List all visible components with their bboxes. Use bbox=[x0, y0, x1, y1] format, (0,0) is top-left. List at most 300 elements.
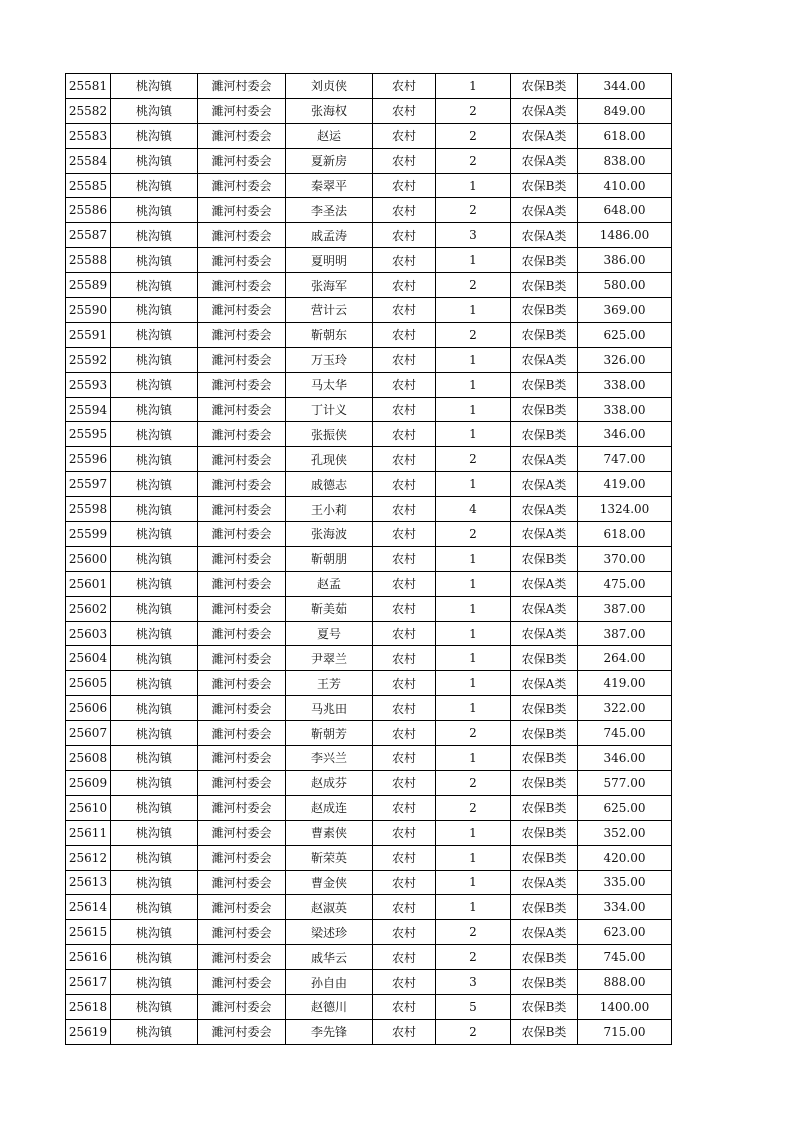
name-cell: 靳朝芳 bbox=[286, 721, 373, 746]
insurance-class-cell: 农保A类 bbox=[511, 920, 578, 945]
village-cell: 濉河村委会 bbox=[198, 223, 286, 248]
insurance-class-cell: 农保B类 bbox=[511, 74, 578, 99]
row-id-cell: 25598 bbox=[66, 497, 111, 522]
household-size-cell: 2 bbox=[436, 98, 511, 123]
household-size-cell: 1 bbox=[436, 472, 511, 497]
area-type-cell: 农村 bbox=[373, 522, 436, 547]
name-cell: 万玉玲 bbox=[286, 347, 373, 372]
village-cell: 濉河村委会 bbox=[198, 198, 286, 223]
village-cell: 濉河村委会 bbox=[198, 770, 286, 795]
amount-cell: 322.00 bbox=[578, 696, 672, 721]
amount-cell: 475.00 bbox=[578, 571, 672, 596]
area-type-cell: 农村 bbox=[373, 721, 436, 746]
row-id-cell: 25613 bbox=[66, 870, 111, 895]
insurance-class-cell: 农保B类 bbox=[511, 795, 578, 820]
table-row bbox=[66, 671, 672, 696]
village-cell: 濉河村委会 bbox=[198, 98, 286, 123]
village-cell: 濉河村委会 bbox=[198, 646, 286, 671]
insurance-class-cell: 农保A类 bbox=[511, 198, 578, 223]
town-cell: 桃沟镇 bbox=[111, 322, 198, 347]
town-cell: 桃沟镇 bbox=[111, 746, 198, 771]
amount-cell: 745.00 bbox=[578, 721, 672, 746]
amount-cell: 838.00 bbox=[578, 148, 672, 173]
insurance-class-cell: 农保A类 bbox=[511, 472, 578, 497]
household-size-cell: 1 bbox=[436, 596, 511, 621]
household-size-cell: 2 bbox=[436, 795, 511, 820]
area-type-cell: 农村 bbox=[373, 845, 436, 870]
village-cell: 濉河村委会 bbox=[198, 372, 286, 397]
name-cell: 李兴兰 bbox=[286, 746, 373, 771]
area-type-cell: 农村 bbox=[373, 347, 436, 372]
name-cell: 曹金侠 bbox=[286, 870, 373, 895]
area-type-cell: 农村 bbox=[373, 994, 436, 1019]
row-id-cell: 25583 bbox=[66, 123, 111, 148]
area-type-cell: 农村 bbox=[373, 646, 436, 671]
town-cell: 桃沟镇 bbox=[111, 198, 198, 223]
amount-cell: 419.00 bbox=[578, 472, 672, 497]
area-type-cell: 农村 bbox=[373, 123, 436, 148]
table-row bbox=[66, 621, 672, 646]
town-cell: 桃沟镇 bbox=[111, 721, 198, 746]
name-cell: 靳朝朋 bbox=[286, 546, 373, 571]
insurance-class-cell: 农保B类 bbox=[511, 746, 578, 771]
name-cell: 孔现侠 bbox=[286, 447, 373, 472]
row-id-cell: 25606 bbox=[66, 696, 111, 721]
insurance-class-cell: 农保A类 bbox=[511, 621, 578, 646]
amount-cell: 326.00 bbox=[578, 347, 672, 372]
household-size-cell: 3 bbox=[436, 970, 511, 995]
village-cell: 濉河村委会 bbox=[198, 845, 286, 870]
household-size-cell: 2 bbox=[436, 770, 511, 795]
table-row bbox=[66, 820, 672, 845]
table-row bbox=[66, 148, 672, 173]
village-cell: 濉河村委会 bbox=[198, 870, 286, 895]
village-cell: 濉河村委会 bbox=[198, 721, 286, 746]
town-cell: 桃沟镇 bbox=[111, 770, 198, 795]
table-row bbox=[66, 273, 672, 298]
row-id-cell: 25611 bbox=[66, 820, 111, 845]
household-size-cell: 1 bbox=[436, 546, 511, 571]
insurance-class-cell: 农保A类 bbox=[511, 497, 578, 522]
row-id-cell: 25618 bbox=[66, 994, 111, 1019]
amount-cell: 344.00 bbox=[578, 74, 672, 99]
insurance-class-cell: 农保A类 bbox=[511, 596, 578, 621]
table-row bbox=[66, 970, 672, 995]
name-cell: 戚孟涛 bbox=[286, 223, 373, 248]
row-id-cell: 25616 bbox=[66, 945, 111, 970]
row-id-cell: 25585 bbox=[66, 173, 111, 198]
insurance-class-cell: 农保B类 bbox=[511, 1019, 578, 1044]
household-size-cell: 1 bbox=[436, 74, 511, 99]
name-cell: 靳朝东 bbox=[286, 322, 373, 347]
insurance-class-cell: 农保B类 bbox=[511, 298, 578, 323]
town-cell: 桃沟镇 bbox=[111, 845, 198, 870]
insurance-class-cell: 农保A类 bbox=[511, 671, 578, 696]
table-row bbox=[66, 721, 672, 746]
village-cell: 濉河村委会 bbox=[198, 397, 286, 422]
village-cell: 濉河村委会 bbox=[198, 696, 286, 721]
insurance-class-cell: 农保B类 bbox=[511, 173, 578, 198]
area-type-cell: 农村 bbox=[373, 571, 436, 596]
amount-cell: 338.00 bbox=[578, 372, 672, 397]
area-type-cell: 农村 bbox=[373, 397, 436, 422]
village-cell: 濉河村委会 bbox=[198, 273, 286, 298]
name-cell: 刘贞侠 bbox=[286, 74, 373, 99]
name-cell: 孙自由 bbox=[286, 970, 373, 995]
insurance-class-cell: 农保B类 bbox=[511, 646, 578, 671]
town-cell: 桃沟镇 bbox=[111, 920, 198, 945]
table-body bbox=[66, 74, 672, 1045]
insurance-class-cell: 农保B类 bbox=[511, 322, 578, 347]
row-id-cell: 25596 bbox=[66, 447, 111, 472]
area-type-cell: 农村 bbox=[373, 920, 436, 945]
household-size-cell: 3 bbox=[436, 223, 511, 248]
name-cell: 赵成芬 bbox=[286, 770, 373, 795]
name-cell: 丁计义 bbox=[286, 397, 373, 422]
town-cell: 桃沟镇 bbox=[111, 994, 198, 1019]
table-row bbox=[66, 795, 672, 820]
insurance-class-cell: 农保A类 bbox=[511, 522, 578, 547]
insurance-class-cell: 农保B类 bbox=[511, 994, 578, 1019]
town-cell: 桃沟镇 bbox=[111, 173, 198, 198]
area-type-cell: 农村 bbox=[373, 372, 436, 397]
household-size-cell: 5 bbox=[436, 994, 511, 1019]
table-row bbox=[66, 347, 672, 372]
insurance-class-cell: 农保B类 bbox=[511, 721, 578, 746]
village-cell: 濉河村委会 bbox=[198, 671, 286, 696]
name-cell: 李先锋 bbox=[286, 1019, 373, 1044]
insurance-class-cell: 农保B类 bbox=[511, 970, 578, 995]
name-cell: 戚德志 bbox=[286, 472, 373, 497]
town-cell: 桃沟镇 bbox=[111, 74, 198, 99]
table-row bbox=[66, 845, 672, 870]
town-cell: 桃沟镇 bbox=[111, 422, 198, 447]
amount-cell: 264.00 bbox=[578, 646, 672, 671]
village-cell: 濉河村委会 bbox=[198, 945, 286, 970]
row-id-cell: 25608 bbox=[66, 746, 111, 771]
name-cell: 马太华 bbox=[286, 372, 373, 397]
records-table bbox=[65, 73, 672, 1045]
household-size-cell: 2 bbox=[436, 322, 511, 347]
village-cell: 濉河村委会 bbox=[198, 994, 286, 1019]
amount-cell: 625.00 bbox=[578, 795, 672, 820]
amount-cell: 580.00 bbox=[578, 273, 672, 298]
area-type-cell: 农村 bbox=[373, 970, 436, 995]
row-id-cell: 25599 bbox=[66, 522, 111, 547]
table-row bbox=[66, 571, 672, 596]
amount-cell: 618.00 bbox=[578, 522, 672, 547]
name-cell: 戚华云 bbox=[286, 945, 373, 970]
area-type-cell: 农村 bbox=[373, 621, 436, 646]
village-cell: 濉河村委会 bbox=[198, 970, 286, 995]
name-cell: 赵成连 bbox=[286, 795, 373, 820]
row-id-cell: 25600 bbox=[66, 546, 111, 571]
table-row bbox=[66, 447, 672, 472]
area-type-cell: 农村 bbox=[373, 74, 436, 99]
amount-cell: 387.00 bbox=[578, 596, 672, 621]
name-cell: 梁述珍 bbox=[286, 920, 373, 945]
town-cell: 桃沟镇 bbox=[111, 895, 198, 920]
amount-cell: 888.00 bbox=[578, 970, 672, 995]
table-row bbox=[66, 994, 672, 1019]
row-id-cell: 25592 bbox=[66, 347, 111, 372]
table-row bbox=[66, 870, 672, 895]
insurance-class-cell: 农保B类 bbox=[511, 895, 578, 920]
row-id-cell: 25602 bbox=[66, 596, 111, 621]
area-type-cell: 农村 bbox=[373, 746, 436, 771]
table-row bbox=[66, 298, 672, 323]
table-row bbox=[66, 746, 672, 771]
area-type-cell: 农村 bbox=[373, 895, 436, 920]
name-cell: 赵运 bbox=[286, 123, 373, 148]
name-cell: 尹翠兰 bbox=[286, 646, 373, 671]
row-id-cell: 25591 bbox=[66, 322, 111, 347]
name-cell: 靳美茹 bbox=[286, 596, 373, 621]
village-cell: 濉河村委会 bbox=[198, 746, 286, 771]
village-cell: 濉河村委会 bbox=[198, 522, 286, 547]
area-type-cell: 农村 bbox=[373, 98, 436, 123]
name-cell: 夏号 bbox=[286, 621, 373, 646]
household-size-cell: 1 bbox=[436, 671, 511, 696]
table-row bbox=[66, 198, 672, 223]
area-type-cell: 农村 bbox=[373, 472, 436, 497]
amount-cell: 1486.00 bbox=[578, 223, 672, 248]
town-cell: 桃沟镇 bbox=[111, 596, 198, 621]
village-cell: 濉河村委会 bbox=[198, 347, 286, 372]
insurance-class-cell: 农保B类 bbox=[511, 422, 578, 447]
insurance-class-cell: 农保B类 bbox=[511, 945, 578, 970]
town-cell: 桃沟镇 bbox=[111, 148, 198, 173]
amount-cell: 625.00 bbox=[578, 322, 672, 347]
household-size-cell: 2 bbox=[436, 721, 511, 746]
amount-cell: 346.00 bbox=[578, 746, 672, 771]
row-id-cell: 25593 bbox=[66, 372, 111, 397]
village-cell: 濉河村委会 bbox=[198, 422, 286, 447]
table-row bbox=[66, 522, 672, 547]
village-cell: 濉河村委会 bbox=[198, 596, 286, 621]
name-cell: 靳荣英 bbox=[286, 845, 373, 870]
area-type-cell: 农村 bbox=[373, 1019, 436, 1044]
area-type-cell: 农村 bbox=[373, 248, 436, 273]
table-row bbox=[66, 1019, 672, 1044]
household-size-cell: 2 bbox=[436, 273, 511, 298]
area-type-cell: 农村 bbox=[373, 497, 436, 522]
name-cell: 王小莉 bbox=[286, 497, 373, 522]
row-id-cell: 25582 bbox=[66, 98, 111, 123]
name-cell: 张振侠 bbox=[286, 422, 373, 447]
amount-cell: 334.00 bbox=[578, 895, 672, 920]
name-cell: 赵淑英 bbox=[286, 895, 373, 920]
table-row bbox=[66, 770, 672, 795]
area-type-cell: 农村 bbox=[373, 671, 436, 696]
town-cell: 桃沟镇 bbox=[111, 347, 198, 372]
name-cell: 赵德川 bbox=[286, 994, 373, 1019]
table-row bbox=[66, 248, 672, 273]
town-cell: 桃沟镇 bbox=[111, 273, 198, 298]
row-id-cell: 25586 bbox=[66, 198, 111, 223]
area-type-cell: 农村 bbox=[373, 173, 436, 198]
amount-cell: 338.00 bbox=[578, 397, 672, 422]
area-type-cell: 农村 bbox=[373, 198, 436, 223]
village-cell: 濉河村委会 bbox=[198, 895, 286, 920]
insurance-class-cell: 农保B类 bbox=[511, 820, 578, 845]
row-id-cell: 25601 bbox=[66, 571, 111, 596]
row-id-cell: 25603 bbox=[66, 621, 111, 646]
insurance-class-cell: 农保A类 bbox=[511, 347, 578, 372]
village-cell: 濉河村委会 bbox=[198, 1019, 286, 1044]
household-size-cell: 1 bbox=[436, 248, 511, 273]
table-row bbox=[66, 422, 672, 447]
table-row bbox=[66, 372, 672, 397]
village-cell: 濉河村委会 bbox=[198, 123, 286, 148]
name-cell: 马兆田 bbox=[286, 696, 373, 721]
town-cell: 桃沟镇 bbox=[111, 970, 198, 995]
town-cell: 桃沟镇 bbox=[111, 696, 198, 721]
town-cell: 桃沟镇 bbox=[111, 397, 198, 422]
name-cell: 张海军 bbox=[286, 273, 373, 298]
amount-cell: 370.00 bbox=[578, 546, 672, 571]
insurance-class-cell: 农保B类 bbox=[511, 546, 578, 571]
town-cell: 桃沟镇 bbox=[111, 98, 198, 123]
amount-cell: 346.00 bbox=[578, 422, 672, 447]
amount-cell: 715.00 bbox=[578, 1019, 672, 1044]
village-cell: 濉河村委会 bbox=[198, 322, 286, 347]
town-cell: 桃沟镇 bbox=[111, 546, 198, 571]
insurance-class-cell: 农保A类 bbox=[511, 123, 578, 148]
household-size-cell: 1 bbox=[436, 746, 511, 771]
table-row bbox=[66, 646, 672, 671]
area-type-cell: 农村 bbox=[373, 447, 436, 472]
name-cell: 王芳 bbox=[286, 671, 373, 696]
name-cell: 曹素侠 bbox=[286, 820, 373, 845]
town-cell: 桃沟镇 bbox=[111, 522, 198, 547]
household-size-cell: 1 bbox=[436, 298, 511, 323]
household-size-cell: 2 bbox=[436, 945, 511, 970]
row-id-cell: 25617 bbox=[66, 970, 111, 995]
amount-cell: 335.00 bbox=[578, 870, 672, 895]
table-row bbox=[66, 322, 672, 347]
area-type-cell: 农村 bbox=[373, 273, 436, 298]
row-id-cell: 25588 bbox=[66, 248, 111, 273]
table-row bbox=[66, 920, 672, 945]
insurance-class-cell: 农保B类 bbox=[511, 372, 578, 397]
name-cell: 张海权 bbox=[286, 98, 373, 123]
household-size-cell: 2 bbox=[436, 148, 511, 173]
town-cell: 桃沟镇 bbox=[111, 497, 198, 522]
table-row bbox=[66, 123, 672, 148]
name-cell: 营计云 bbox=[286, 298, 373, 323]
household-size-cell: 1 bbox=[436, 895, 511, 920]
household-size-cell: 1 bbox=[436, 571, 511, 596]
village-cell: 濉河村委会 bbox=[198, 74, 286, 99]
household-size-cell: 1 bbox=[436, 621, 511, 646]
row-id-cell: 25609 bbox=[66, 770, 111, 795]
amount-cell: 369.00 bbox=[578, 298, 672, 323]
table-row bbox=[66, 546, 672, 571]
amount-cell: 648.00 bbox=[578, 198, 672, 223]
amount-cell: 745.00 bbox=[578, 945, 672, 970]
town-cell: 桃沟镇 bbox=[111, 372, 198, 397]
amount-cell: 420.00 bbox=[578, 845, 672, 870]
village-cell: 濉河村委会 bbox=[198, 248, 286, 273]
row-id-cell: 25605 bbox=[66, 671, 111, 696]
area-type-cell: 农村 bbox=[373, 298, 436, 323]
name-cell: 李圣法 bbox=[286, 198, 373, 223]
household-size-cell: 2 bbox=[436, 920, 511, 945]
town-cell: 桃沟镇 bbox=[111, 671, 198, 696]
village-cell: 濉河村委会 bbox=[198, 472, 286, 497]
household-size-cell: 1 bbox=[436, 397, 511, 422]
area-type-cell: 农村 bbox=[373, 322, 436, 347]
table-row bbox=[66, 223, 672, 248]
row-id-cell: 25587 bbox=[66, 223, 111, 248]
row-id-cell: 25610 bbox=[66, 795, 111, 820]
row-id-cell: 25597 bbox=[66, 472, 111, 497]
row-id-cell: 25590 bbox=[66, 298, 111, 323]
area-type-cell: 农村 bbox=[373, 945, 436, 970]
insurance-class-cell: 农保B类 bbox=[511, 397, 578, 422]
insurance-class-cell: 农保B类 bbox=[511, 845, 578, 870]
name-cell: 张海波 bbox=[286, 522, 373, 547]
table-row bbox=[66, 472, 672, 497]
row-id-cell: 25584 bbox=[66, 148, 111, 173]
area-type-cell: 农村 bbox=[373, 770, 436, 795]
row-id-cell: 25612 bbox=[66, 845, 111, 870]
amount-cell: 387.00 bbox=[578, 621, 672, 646]
row-id-cell: 25615 bbox=[66, 920, 111, 945]
household-size-cell: 1 bbox=[436, 372, 511, 397]
household-size-cell: 2 bbox=[436, 123, 511, 148]
town-cell: 桃沟镇 bbox=[111, 472, 198, 497]
amount-cell: 618.00 bbox=[578, 123, 672, 148]
village-cell: 濉河村委会 bbox=[198, 820, 286, 845]
insurance-class-cell: 农保A类 bbox=[511, 870, 578, 895]
insurance-class-cell: 农保B类 bbox=[511, 770, 578, 795]
insurance-class-cell: 农保B类 bbox=[511, 273, 578, 298]
area-type-cell: 农村 bbox=[373, 870, 436, 895]
insurance-class-cell: 农保A类 bbox=[511, 98, 578, 123]
area-type-cell: 农村 bbox=[373, 596, 436, 621]
household-size-cell: 4 bbox=[436, 497, 511, 522]
table-row bbox=[66, 397, 672, 422]
household-size-cell: 2 bbox=[436, 447, 511, 472]
table-row bbox=[66, 596, 672, 621]
household-size-cell: 1 bbox=[436, 845, 511, 870]
row-id-cell: 25595 bbox=[66, 422, 111, 447]
row-id-cell: 25604 bbox=[66, 646, 111, 671]
town-cell: 桃沟镇 bbox=[111, 298, 198, 323]
village-cell: 濉河村委会 bbox=[198, 173, 286, 198]
town-cell: 桃沟镇 bbox=[111, 795, 198, 820]
amount-cell: 623.00 bbox=[578, 920, 672, 945]
amount-cell: 1400.00 bbox=[578, 994, 672, 1019]
amount-cell: 410.00 bbox=[578, 173, 672, 198]
village-cell: 濉河村委会 bbox=[198, 621, 286, 646]
village-cell: 濉河村委会 bbox=[198, 497, 286, 522]
row-id-cell: 25581 bbox=[66, 74, 111, 99]
village-cell: 濉河村委会 bbox=[198, 447, 286, 472]
household-size-cell: 1 bbox=[436, 820, 511, 845]
table-row bbox=[66, 173, 672, 198]
insurance-class-cell: 农保A类 bbox=[511, 148, 578, 173]
amount-cell: 386.00 bbox=[578, 248, 672, 273]
name-cell: 赵孟 bbox=[286, 571, 373, 596]
town-cell: 桃沟镇 bbox=[111, 870, 198, 895]
row-id-cell: 25614 bbox=[66, 895, 111, 920]
village-cell: 濉河村委会 bbox=[198, 920, 286, 945]
amount-cell: 747.00 bbox=[578, 447, 672, 472]
name-cell: 夏新房 bbox=[286, 148, 373, 173]
